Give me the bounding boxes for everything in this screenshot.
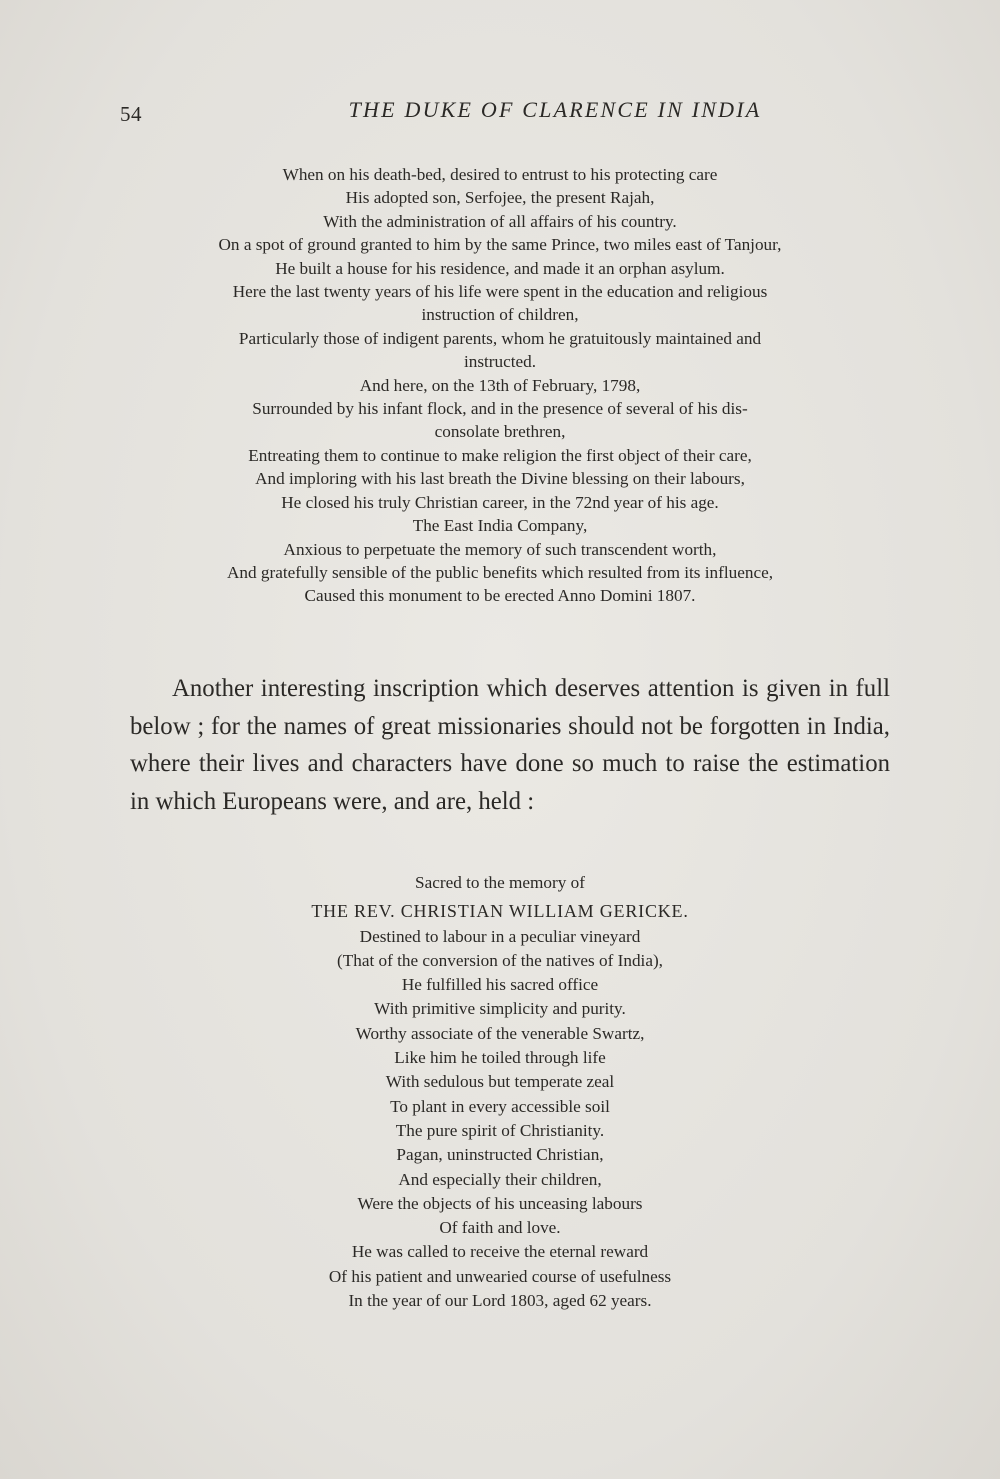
inscription-gericke <box>100 871 900 1313</box>
inscription-line: Anxious to perpetuate the memory of such transcendent worth, <box>283 539 717 559</box>
body-paragraph: Another interesting inscription which deserves attention is given in full below ; for the names of great missionaries should not be forgotten in India, where their lives and characters have done so much to raise the estimation in which Europeans were, and are, held : <box>130 675 890 815</box>
inscription-line: Surrounded by his infant flock, and in the presence of several of his dis- <box>252 399 748 419</box>
inscription-line: Particularly those of indigent parents, whom he gratuitously maintained and <box>238 328 762 348</box>
inscription-line: Like him he toiled through life <box>394 1048 606 1068</box>
inscription-line: He fulfilled his sacred office <box>401 975 599 995</box>
inscription-line: Destined to labour in a peculiar vineyard <box>359 926 641 946</box>
inscription-line: Of faith and love. <box>439 1218 561 1238</box>
page-number: 54 <box>120 102 142 126</box>
inscription-line: And here, on the 13th of February, 1798, <box>359 375 641 395</box>
inscription-line: instruction of children, <box>421 305 579 325</box>
inscription-line: And especially their children, <box>398 1169 602 1189</box>
inscription-swartz <box>100 163 900 608</box>
inscription-line: Entreating them to continue to make religion the first object of their care, <box>248 445 752 465</box>
inscription-line: And imploring with his last breath the Divine blessing on their labours, <box>255 469 745 489</box>
inscription-line: He built a house for his residence, and made it an orphan asylum. <box>275 258 725 278</box>
inscription-line: (That of the conversion of the natives of India), <box>337 950 663 970</box>
inscription-line: Were the objects of his unceasing labours <box>357 1193 643 1213</box>
inscription-line: Worthy associate of the venerable Swartz, <box>355 1023 645 1043</box>
running-title: THE DUKE OF CLARENCE IN INDIA <box>348 97 762 122</box>
inscription-line: He closed his truly Christian career, in the 72nd year of his age. <box>281 492 719 512</box>
inscription-line: To plant in every accessible soil <box>390 1096 610 1116</box>
inscription-line: consolate brethren, <box>434 422 566 442</box>
inscription-line: And gratefully sensible of the public benefits which resulted from its influence, <box>226 562 774 582</box>
inscription-line: The pure spirit of Christianity. <box>395 1120 605 1140</box>
inscription-dedication: Sacred to the memory of <box>415 873 585 892</box>
inscription-line: With sedulous but temperate zeal <box>385 1072 615 1092</box>
inscription-line: In the year of our Lord 1803, aged 62 years. <box>348 1291 652 1311</box>
inscription-line: instructed. <box>463 352 537 372</box>
inscription-line: Of his patient and unwearied course of usefulness <box>328 1266 672 1286</box>
inscription-line: He was called to receive the eternal reward <box>351 1242 649 1262</box>
inscription-line: With primitive simplicity and purity. <box>374 999 626 1019</box>
inscription-line: Here the last twenty years of his life were spent in the education and religious <box>232 282 768 302</box>
inscription-name: THE REV. CHRISTIAN WILLIAM GERICKE. <box>311 901 689 922</box>
inscription-line: His adopted son, Serfojee, the present Rajah, <box>345 188 655 208</box>
inscription-line: The East India Company, <box>412 516 588 536</box>
inscription-line: On a spot of ground granted to him by the same Prince, two miles east of Tanjour, <box>218 235 782 255</box>
inscription-line: Caused this monument to be erected Anno Domini 1807. <box>304 586 696 606</box>
inscription-line: Pagan, uninstructed Christian, <box>396 1145 604 1165</box>
inscription-line: When on his death-bed, desired to entrust to his protecting care <box>282 165 718 184</box>
inscription-line: With the administration of all affairs of his country. <box>323 211 677 231</box>
